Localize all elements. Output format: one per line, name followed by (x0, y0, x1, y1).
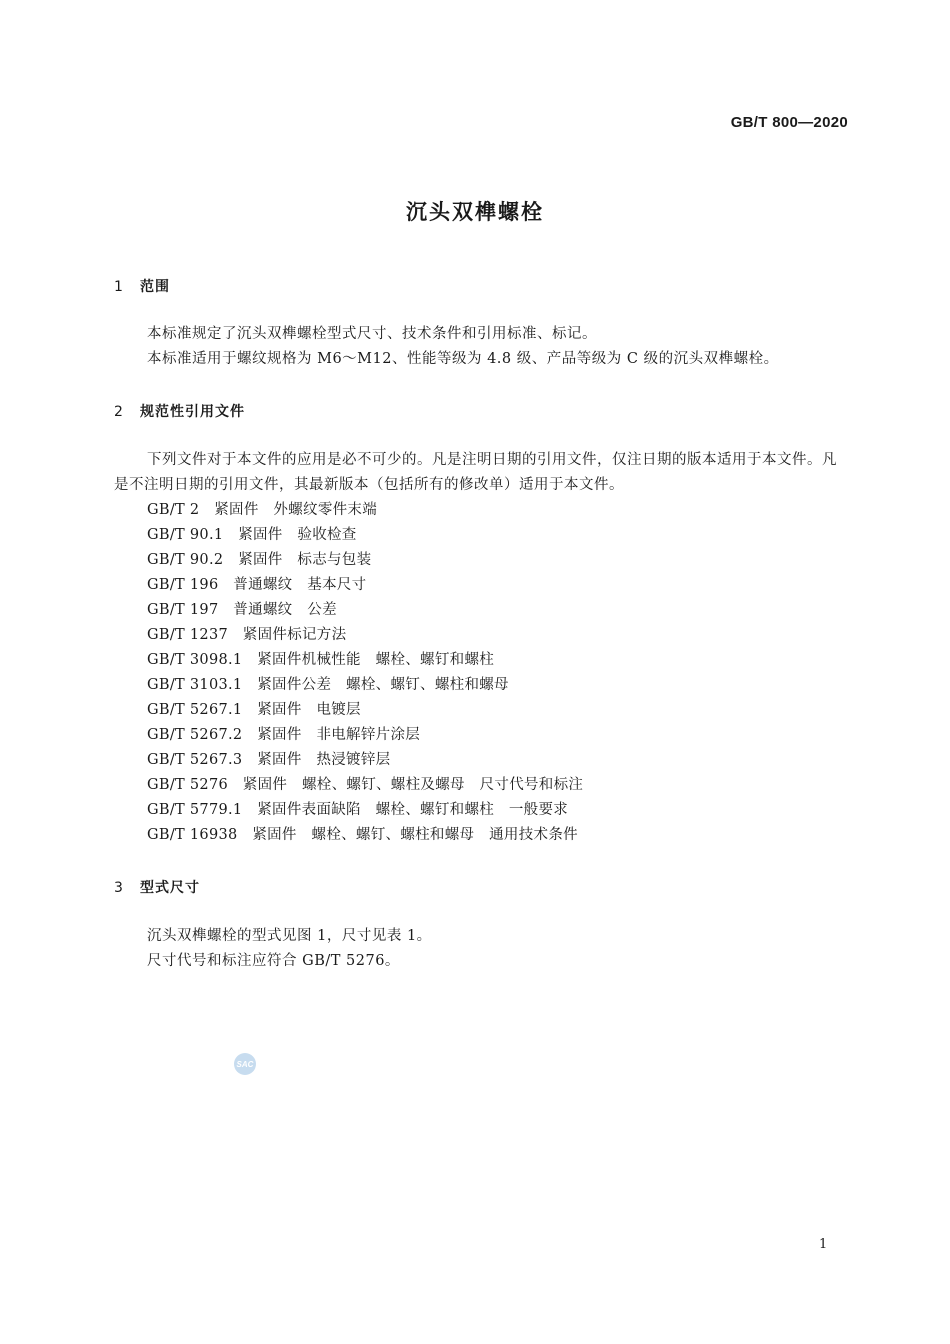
standard-code: GB/T 800—2020 (730, 114, 848, 131)
reference-item: GB/T 5267.1 紧固件 电镀层 (147, 702, 361, 718)
section-title: 范围 (140, 279, 170, 295)
reference-item: GB/T 1237 紧固件标记方法 (147, 627, 347, 643)
paragraph: 本标准规定了沉头双榫螺栓型式尺寸、技术条件和引用标准、标记。 (147, 326, 597, 342)
reference-item: GB/T 5267.2 紧固件 非电解锌片涂层 (147, 727, 421, 743)
paragraph: 沉头双榫螺栓的型式见图 1，尺寸见表 1。 (147, 928, 432, 944)
section-number: 3 (114, 880, 124, 896)
reference-item: GB/T 3103.1 紧固件公差 螺栓、螺钉、螺柱和螺母 (147, 677, 509, 693)
section-2-heading (114, 401, 245, 421)
sac-watermark-logo (232, 1052, 258, 1076)
reference-item: GB/T 5779.1 紧固件表面缺陷 螺栓、螺钉和螺柱 一般要求 (147, 802, 569, 818)
section-title: 型式尺寸 (140, 880, 200, 896)
section-1-body (114, 322, 850, 372)
reference-item: GB/T 90.1 紧固件 验收检查 (147, 527, 357, 543)
section-number: 2 (114, 404, 124, 420)
page-number: 1 (819, 1237, 828, 1252)
reference-item: GB/T 197 普通螺纹 公差 (147, 602, 337, 618)
section-3-heading (114, 877, 200, 897)
reference-item: GB/T 5276 紧固件 螺栓、螺钉、螺柱及螺母 尺寸代号和标注 (147, 777, 584, 793)
document-title: 沉头双榫螺栓 (406, 200, 544, 224)
section-2-intro: 下列文件对于本文件的应用是必不可少的。凡是注明日期的引用文件，仅注日期的版本适用于本文件。凡是不注明日期的引用文件，其最新版本（包括所有的修改单）适用于本文件。 (114, 452, 837, 493)
section-3-body (114, 924, 850, 974)
reference-item: GB/T 2 紧固件 外螺纹零件末端 (147, 502, 378, 518)
reference-item: GB/T 3098.1 紧固件机械性能 螺栓、螺钉和螺柱 (147, 652, 495, 668)
reference-item: GB/T 196 普通螺纹 基本尺寸 (147, 577, 367, 593)
paragraph: 本标准适用于螺纹规格为 M6～M12、性能等级为 4.8 级、产品等级为 C 级的沉头双榫螺栓。 (147, 351, 779, 367)
section-title: 规范性引用文件 (140, 404, 245, 420)
reference-list (147, 498, 583, 848)
reference-item: GB/T 90.2 紧固件 标志与包装 (147, 552, 372, 568)
section-1-heading (114, 276, 170, 296)
paragraph: 尺寸代号和标注应符合 GB/T 5276。 (147, 953, 400, 969)
reference-item: GB/T 16938 紧固件 螺栓、螺钉、螺柱和螺母 通用技术条件 (147, 827, 578, 843)
svg-text:SAC: SAC (236, 1060, 254, 1069)
section-number: 1 (114, 279, 124, 295)
reference-item: GB/T 5267.3 紧固件 热浸镀锌层 (147, 752, 391, 768)
